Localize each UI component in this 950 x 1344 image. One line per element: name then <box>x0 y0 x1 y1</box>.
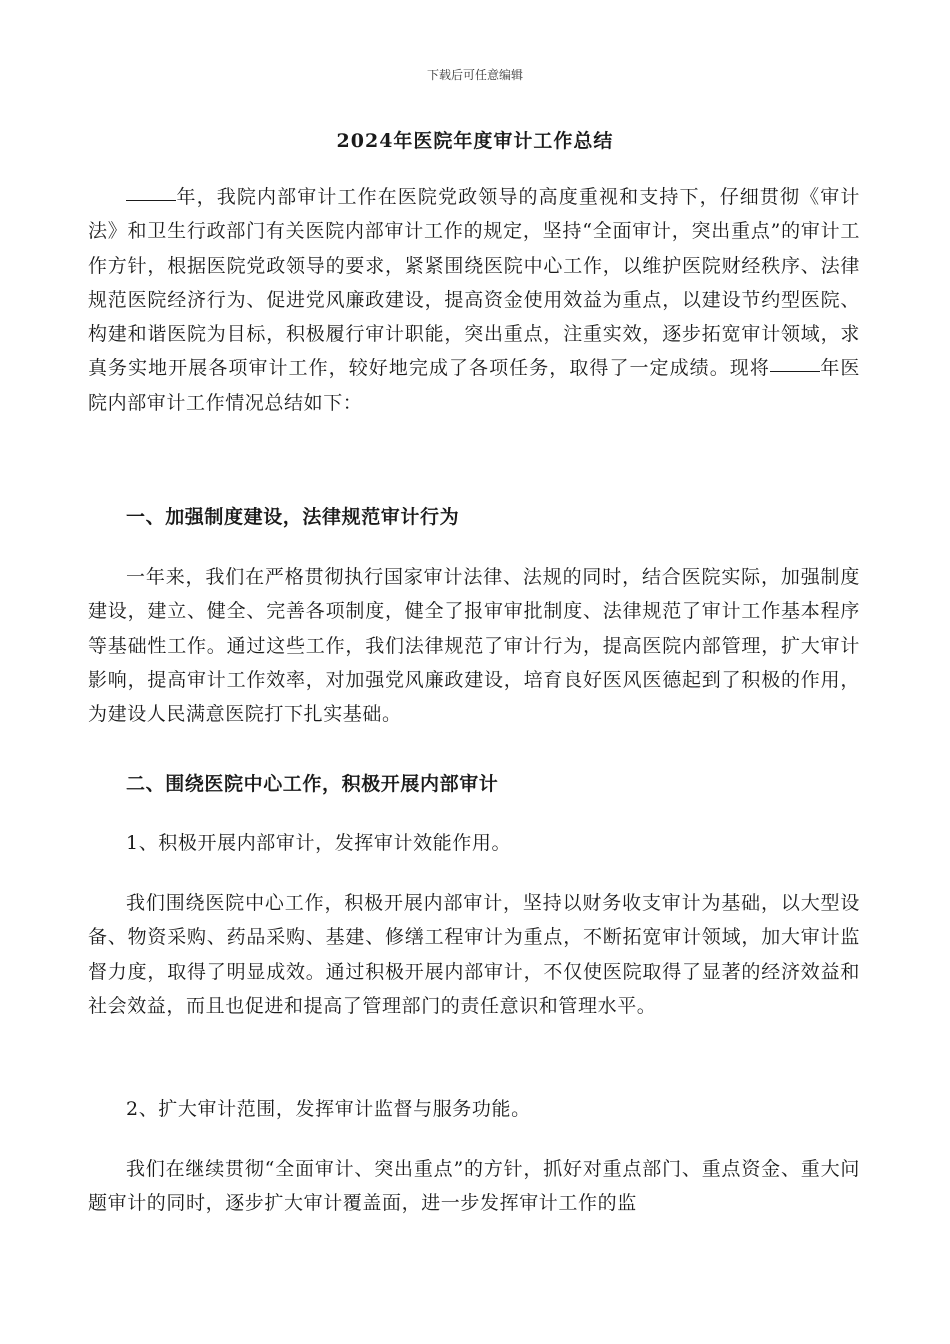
blank-underline <box>770 370 820 372</box>
subsection2-paragraph: 我们在继续贯彻“全面审计、突出重点”的方针，抓好对重点部门、重点资金、重大问题审计的同时，逐步扩大审计覆盖面，进一步发挥审计工作的监 <box>88 1158 860 1215</box>
intro-text-part2: 年医院内部审计工作情况总结如下： <box>88 357 861 414</box>
document-title: 2024年医院年度审计工作总结 <box>336 130 614 152</box>
section-heading-2: 二、围绕医院中心工作，积极开展内部审计 <box>126 773 499 795</box>
subsection1-paragraph: 我们围绕医院中心工作，积极开展内部审计，坚持以财务收支审计为基础，以大型设备、物资采购、药品采购、基建、修缮工程审计为重点，不断拓宽审计领域，加大审计监督力度，取得了明显成效。通过积极开展内部审计，不仅使医院取得了显著的经济效益和社会效益，而且也促进和提高了管理部门的责任意识和管理水平。 <box>88 892 860 1017</box>
section1-paragraph: 一年来，我们在严格贯彻执行国家审计法律、法规的同时，结合医院实际，加强制度建设，建立、健全、完善各项制度，健全了报审审批制度、法律规范了审计工作基本程序等基础性工作。通过这些工作，我们法律规范了审计行为，提高医院内部管理，扩大审计影响，提高审计工作效率，对加强党风廉政建设，培育良好医风医德起到了积极的作用，为建设人民满意医院打下扎实基础。 <box>88 566 860 726</box>
blank-underline <box>126 199 176 201</box>
section-heading-1: 一、加强制度建设，法律规范审计行为 <box>126 506 460 528</box>
subsection-title-1: 1、积极开展内部审计，发挥审计效能作用。 <box>126 832 512 854</box>
intro-text-part1: 年，我院内部审计工作在医院党政领导的高度重视和支持下，仔细贯彻《审计法》和卫生行政部门有关医院内部审计工作的规定，坚持“全面审计，突出重点”的审计工作方针，根据医院党政领导的要求，紧紧围绕医院中心工作，以维护医院财经秩序、法律规范医院经济行为、促进党风廉政建设，提高资金使用效益为重点，以建设节约型医院、构建和谐医院为目标，积极履行审计职能，突出重点，注重实效，逐步拓宽审计领域，求真务实地开展各项审计工作，较好地完成了各项任务，取得了一定成绩。现将 <box>88 186 860 380</box>
subsection-title-2: 2、扩大审计范围，发挥审计监督与服务功能。 <box>126 1098 531 1120</box>
intro-paragraph <box>88 180 860 420</box>
header-note: 下载后可任意编辑 <box>426 68 523 82</box>
